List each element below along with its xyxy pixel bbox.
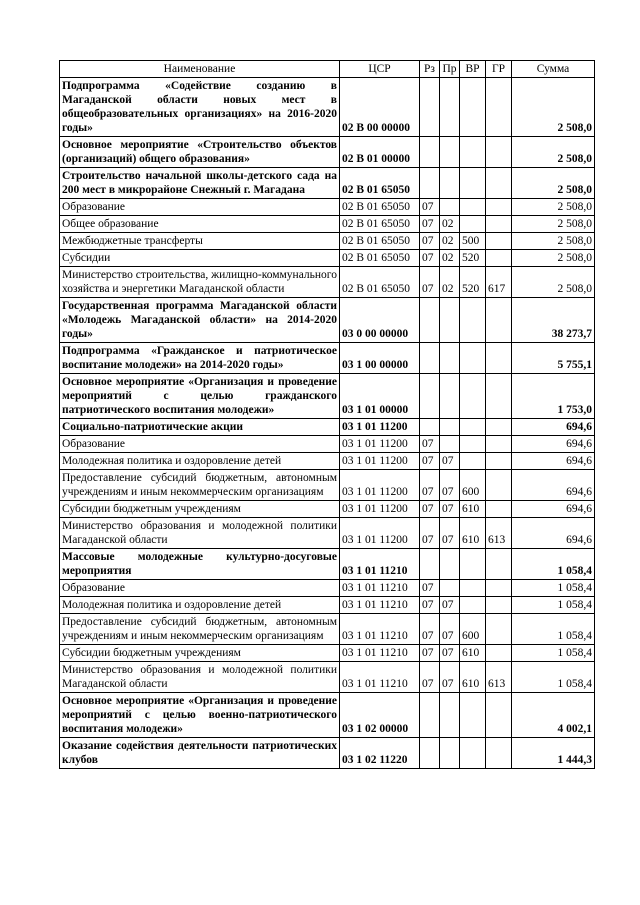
cell-rz: 07 [420,518,440,549]
cell-sum: 2 508,0 [512,216,595,233]
cell-vr: 600 [460,614,486,645]
cell-vr [460,168,486,199]
cell-csr: 03 1 01 11200 [340,453,420,470]
cell-pr [440,693,460,738]
table-row [60,199,595,216]
budget-table [59,60,595,769]
cell-sum: 694,6 [512,419,595,436]
cell-sum: 5 755,1 [512,343,595,374]
cell-rz: 07 [420,470,440,501]
cell-sum: 694,6 [512,470,595,501]
table-row [60,662,595,693]
cell-rz: 07 [420,645,440,662]
cell-pr: 07 [440,614,460,645]
table-row [60,298,595,343]
cell-pr: 02 [440,267,460,298]
cell-vr [460,453,486,470]
cell-pr: 02 [440,216,460,233]
table-row [60,693,595,738]
cell-gr [486,549,512,580]
cell-vr: 520 [460,250,486,267]
cell-name: Субсидии бюджетным учреждениям [60,501,340,518]
cell-gr [486,614,512,645]
cell-name: Молодежная политика и оздоровление детей [60,453,340,470]
cell-pr [440,199,460,216]
cell-name: Основное мероприятие «Организация и проведение мероприятий с целью военно-патриотического воспитания молодежи» [60,693,340,738]
cell-vr [460,436,486,453]
cell-vr: 610 [460,501,486,518]
table-row [60,549,595,580]
cell-name: Подпрограмма «Содействие созданию в Магаданской области новых мест в общеобразовательных организациях» на 2016-2020 годы» [60,78,340,137]
cell-pr [440,549,460,580]
column-header-gr: ГР [486,61,512,78]
cell-pr: 02 [440,233,460,250]
cell-name: Предоставление субсидий бюджетным, автономным учреждениям и иным некоммерческим организациям [60,614,340,645]
cell-pr [440,580,460,597]
cell-rz: 07 [420,216,440,233]
cell-rz: 07 [420,436,440,453]
cell-name: Молодежная политика и оздоровление детей [60,597,340,614]
cell-vr [460,78,486,137]
cell-rz: 07 [420,453,440,470]
cell-sum: 4 002,1 [512,693,595,738]
column-header-name: Наименование [60,61,340,78]
cell-csr: 03 1 01 00000 [340,374,420,419]
cell-name: Предоставление субсидий бюджетным, автономным учреждениям и иным некоммерческим организациям [60,470,340,501]
cell-gr: 613 [486,518,512,549]
cell-sum: 1 058,4 [512,580,595,597]
cell-sum: 1 058,4 [512,549,595,580]
cell-name: Субсидии [60,250,340,267]
cell-sum: 1 058,4 [512,662,595,693]
cell-rz [420,137,440,168]
cell-pr: 07 [440,662,460,693]
cell-gr [486,250,512,267]
table-row [60,216,595,233]
cell-name: Межбюджетные трансферты [60,233,340,250]
cell-gr [486,168,512,199]
table-row [60,470,595,501]
cell-pr [440,78,460,137]
cell-sum: 1 444,3 [512,738,595,769]
cell-csr: 03 1 01 11210 [340,614,420,645]
cell-rz: 07 [420,597,440,614]
cell-csr: 03 1 01 11210 [340,549,420,580]
cell-name: Общее образование [60,216,340,233]
cell-sum: 2 508,0 [512,250,595,267]
cell-gr [486,470,512,501]
cell-gr [486,343,512,374]
cell-sum: 694,6 [512,518,595,549]
cell-pr: 07 [440,645,460,662]
cell-name: Министерство образования и молодежной политики Магаданской области [60,662,340,693]
cell-rz: 07 [420,501,440,518]
cell-pr [440,738,460,769]
cell-gr [486,298,512,343]
table-row [60,738,595,769]
cell-csr: 02 В 01 00000 [340,137,420,168]
cell-pr: 07 [440,470,460,501]
cell-sum: 38 273,7 [512,298,595,343]
cell-gr: 617 [486,267,512,298]
cell-rz: 07 [420,580,440,597]
cell-vr [460,419,486,436]
table-row [60,501,595,518]
cell-rz [420,298,440,343]
cell-gr [486,78,512,137]
column-header-pr: Пр [440,61,460,78]
column-header-rz: Рз [420,61,440,78]
cell-sum: 1 753,0 [512,374,595,419]
cell-rz [420,549,440,580]
cell-rz [420,693,440,738]
cell-sum: 2 508,0 [512,137,595,168]
cell-csr: 03 1 01 11210 [340,662,420,693]
cell-csr: 03 1 01 11200 [340,419,420,436]
cell-sum: 2 508,0 [512,199,595,216]
cell-pr: 07 [440,597,460,614]
column-header-csr: ЦСР [340,61,420,78]
cell-vr [460,549,486,580]
cell-csr: 03 1 02 00000 [340,693,420,738]
cell-gr [486,597,512,614]
table-row [60,419,595,436]
cell-csr: 03 0 00 00000 [340,298,420,343]
cell-csr: 02 В 00 00000 [340,78,420,137]
cell-sum: 2 508,0 [512,78,595,137]
cell-sum: 1 058,4 [512,645,595,662]
table-row [60,580,595,597]
table-row [60,597,595,614]
cell-gr: 613 [486,662,512,693]
document-page [59,60,594,769]
cell-pr: 07 [440,518,460,549]
cell-gr [486,374,512,419]
cell-pr: 07 [440,501,460,518]
cell-pr [440,298,460,343]
table-row [60,374,595,419]
cell-gr [486,137,512,168]
cell-name: Образование [60,580,340,597]
cell-rz: 07 [420,662,440,693]
table-row [60,645,595,662]
cell-vr [460,374,486,419]
cell-pr [440,419,460,436]
cell-vr [460,738,486,769]
cell-rz [420,168,440,199]
column-header-vr: ВР [460,61,486,78]
cell-name: Оказание содействия деятельности патриотических клубов [60,738,340,769]
table-row [60,250,595,267]
cell-vr: 610 [460,662,486,693]
cell-name: Основное мероприятие «Строительство объектов (организаций) общего образования» [60,137,340,168]
cell-gr [486,216,512,233]
cell-sum: 1 058,4 [512,597,595,614]
cell-gr [486,645,512,662]
table-row [60,233,595,250]
table-row [60,436,595,453]
cell-gr [486,453,512,470]
cell-name: Образование [60,436,340,453]
cell-csr: 02 В 01 65050 [340,168,420,199]
cell-csr: 02 В 01 65050 [340,216,420,233]
table-row [60,453,595,470]
cell-csr: 03 1 01 11210 [340,597,420,614]
column-header-sum: Сумма [512,61,595,78]
cell-gr [486,580,512,597]
cell-name: Массовые молодежные культурно-досуговые мероприятия [60,549,340,580]
cell-csr: 02 В 01 65050 [340,267,420,298]
cell-sum: 694,6 [512,453,595,470]
cell-vr [460,693,486,738]
cell-sum: 694,6 [512,501,595,518]
cell-vr: 600 [460,470,486,501]
cell-gr [486,738,512,769]
table-row [60,343,595,374]
cell-pr [440,436,460,453]
cell-rz: 07 [420,614,440,645]
cell-csr: 03 1 01 11210 [340,580,420,597]
cell-sum: 2 508,0 [512,233,595,250]
cell-pr: 02 [440,250,460,267]
cell-pr [440,374,460,419]
cell-name: Образование [60,199,340,216]
cell-vr [460,597,486,614]
cell-vr [460,199,486,216]
cell-csr: 02 В 01 65050 [340,199,420,216]
cell-name: Подпрограмма «Гражданское и патриотическое воспитание молодежи» на 2014-2020 годы» [60,343,340,374]
cell-vr [460,343,486,374]
cell-rz: 07 [420,250,440,267]
cell-csr: 03 1 01 11200 [340,518,420,549]
cell-rz [420,738,440,769]
table-row [60,518,595,549]
cell-pr [440,168,460,199]
table-row [60,78,595,137]
cell-csr: 03 1 01 11200 [340,436,420,453]
cell-vr: 500 [460,233,486,250]
cell-name: Субсидии бюджетным учреждениям [60,645,340,662]
cell-sum: 694,6 [512,436,595,453]
cell-csr: 03 1 01 11200 [340,470,420,501]
cell-rz [420,374,440,419]
cell-vr [460,137,486,168]
table-row [60,614,595,645]
cell-name: Социально-патриотические акции [60,419,340,436]
table-row [60,137,595,168]
cell-rz: 07 [420,267,440,298]
cell-pr: 07 [440,453,460,470]
cell-rz: 07 [420,199,440,216]
cell-gr [486,419,512,436]
cell-rz [420,419,440,436]
cell-vr [460,298,486,343]
cell-name: Министерство образования и молодежной политики Магаданской области [60,518,340,549]
cell-gr [486,436,512,453]
cell-pr [440,137,460,168]
cell-sum: 2 508,0 [512,267,595,298]
cell-sum: 2 508,0 [512,168,595,199]
cell-csr: 02 В 01 65050 [340,250,420,267]
cell-csr: 02 В 01 65050 [340,233,420,250]
cell-name: Министерство строительства, жилищно-коммунального хозяйства и энергетики Магаданской области [60,267,340,298]
cell-gr [486,233,512,250]
cell-rz [420,78,440,137]
cell-csr: 03 1 02 11220 [340,738,420,769]
cell-csr: 03 1 01 11210 [340,645,420,662]
cell-vr [460,580,486,597]
cell-name: Основное мероприятие «Организация и проведение мероприятий с целью гражданского патриотического воспитания молодежи» [60,374,340,419]
cell-vr: 610 [460,518,486,549]
cell-gr [486,693,512,738]
cell-sum: 1 058,4 [512,614,595,645]
cell-name: Строительство начальной школы-детского сада на 200 мест в микрорайоне Снежный г. Магадана [60,168,340,199]
table-row [60,267,595,298]
cell-rz: 07 [420,233,440,250]
cell-rz [420,343,440,374]
table-header-row [60,61,595,78]
cell-name: Государственная программа Магаданской области «Молодежь Магаданской области» на 2014-2020 годы» [60,298,340,343]
cell-gr [486,501,512,518]
cell-csr: 03 1 00 00000 [340,343,420,374]
cell-csr: 03 1 01 11200 [340,501,420,518]
cell-vr: 520 [460,267,486,298]
cell-pr [440,343,460,374]
table-row [60,168,595,199]
cell-vr [460,216,486,233]
cell-gr [486,199,512,216]
table-body [60,78,595,769]
cell-vr: 610 [460,645,486,662]
